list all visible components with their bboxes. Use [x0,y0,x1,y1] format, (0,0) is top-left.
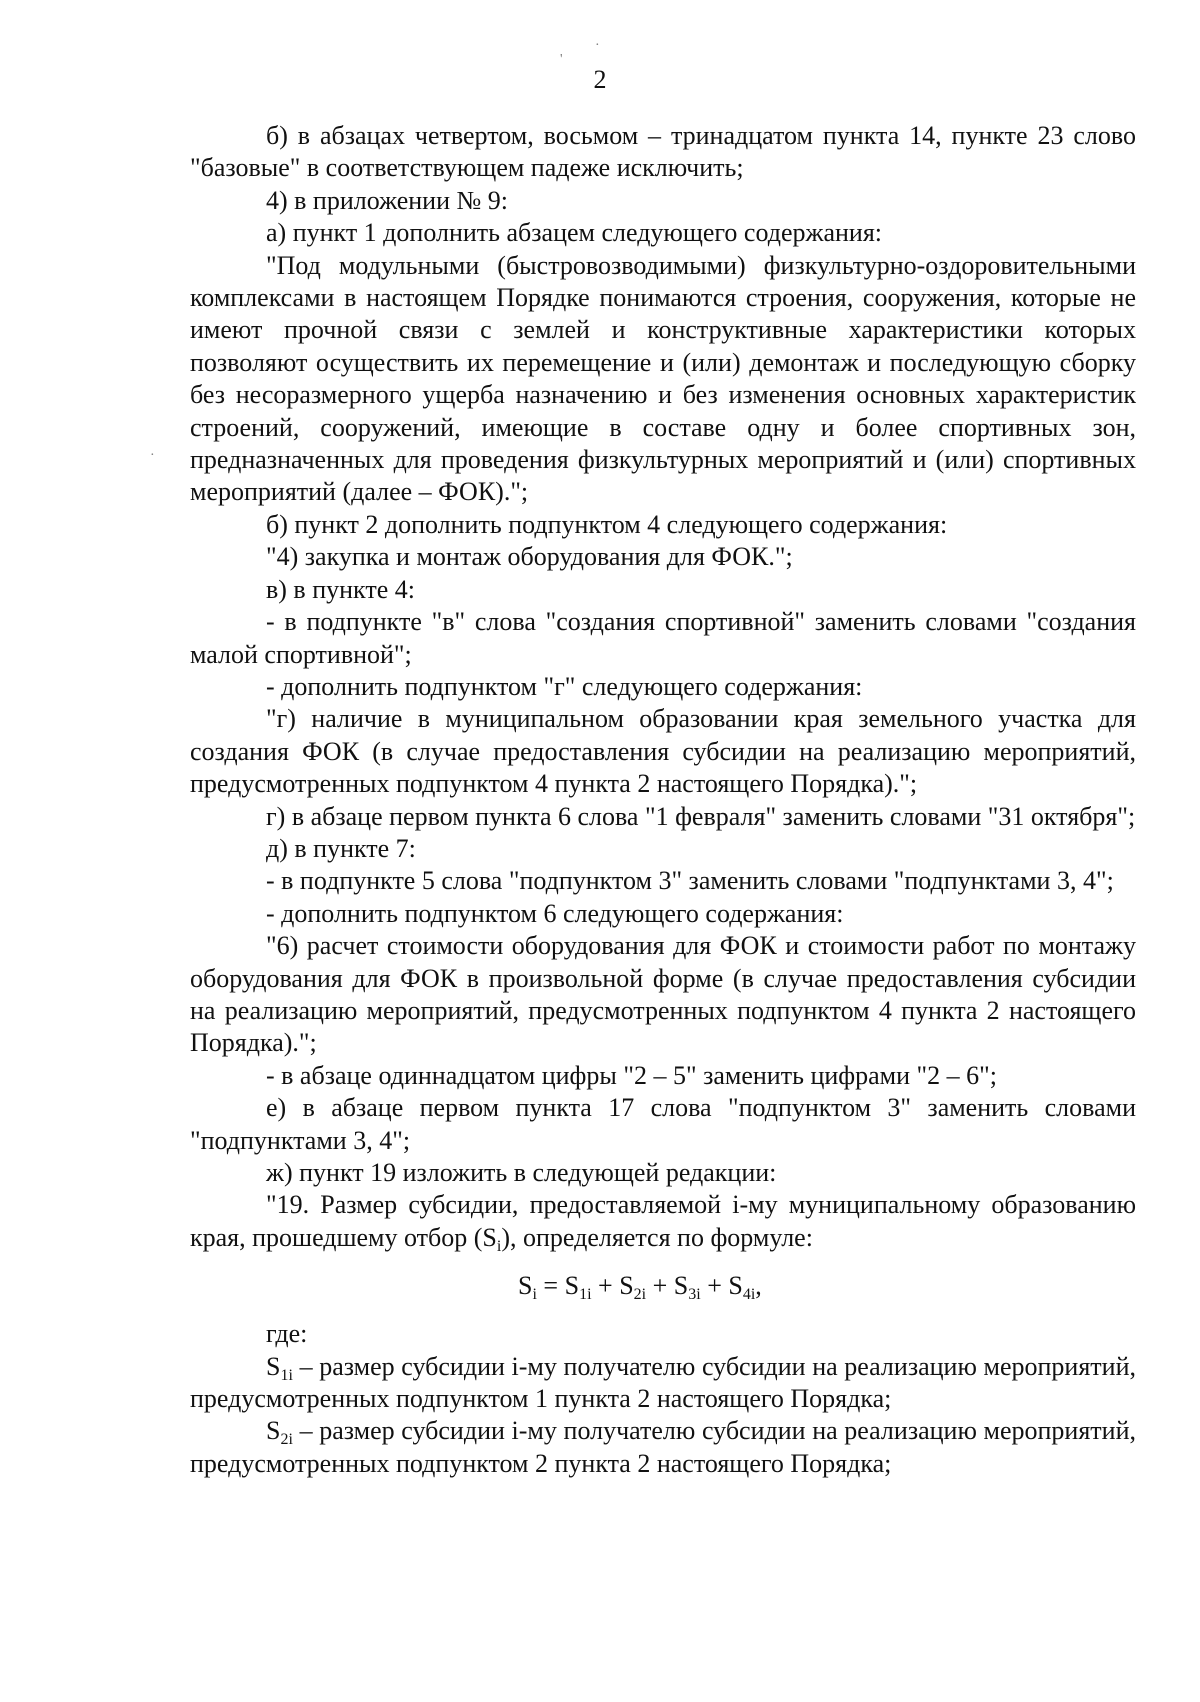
where-label: где: [266,1319,308,1349]
paragraph-19-text-end: ), определяется по формуле: [501,1222,813,1252]
scan-speck: · [150,448,155,463]
formula-operator: + [591,1271,620,1301]
scan-speck: · [595,38,600,53]
formula-operator: + [646,1271,674,1301]
paragraph: "6) расчет стоимости оборудования для ФОК и стоимости работ по монтажу оборудования для ФОК в произвольной форме (в случае предоставления субсидии на реализацию мероприятий, предусмотренных подпунктом 4 пункта 2 настоящего Порядка)."; [190,931,1136,1058]
paragraph: - в подпункте 5 слова "подпунктом 3" заменить словами "подпунктами 3, 4"; [266,866,1114,896]
paragraph: "4) закупка и монтаж оборудования для ФОК."; [266,542,793,572]
paragraph: а) пункт 1 дополнить абзацем следующего содержания: [266,218,883,248]
scan-speck: ' [560,52,563,67]
paragraph: д) в пункте 7: [266,833,416,863]
definition-text: – размер субсидии i-му получателю субсидии на реализацию мероприятий, предусмотренных подпунктом 2 пункта 2 настоящего Порядка; [190,1416,1136,1478]
paragraph: "г) наличие в муниципальном образовании края земельного участка для создания ФОК (в случае предоставления субсидии на реализацию мероприятий, предусмотренных подпунктом 4 пункта 2 настоящего Порядка)."; [190,704,1136,799]
page-number: 2 [593,65,607,94]
formula-term: $S_{1i}$ [564,1271,592,1304]
paragraph: "Под модульными (быстровозводимыми) физкультурно-оздоровительными комплексами в настоящем Порядке понимаются строения, сооружения, которые не имеют прочной связи с землей и конструктивные характеристики которых позволяют осуществить их перемещение и (или) демонтаж и последующую сборку без несоразмерного ущерба назначению и без изменения основных характеристик строений, сооружений, имеющие в составе одну и более спортивных зон, предназначенных для проведения физкультурных мероприятий и (или) спортивных мероприятий (далее – ФОК)."; [190,250,1136,507]
paragraph: б) пункт 2 дополнить подпунктом 4 следующего содержания: [266,509,948,539]
formula-term: $S_{2i}$ [619,1271,647,1304]
definition-s2i [190,1415,1136,1480]
definition-s1i [190,1351,1136,1416]
definition-symbol: $S_{2i}$ [266,1416,293,1449]
paragraph: - в подпункте "в" слова "создания спортивной" заменить словами "создания малой спортивной"; [190,607,1136,669]
formula-term: $S_{4i}$ [728,1271,756,1304]
definition-text: – размер субсидии i-му получателю субсидии на реализацию мероприятий, предусмотренных подпунктом 1 пункта 2 настоящего Порядка; [190,1351,1136,1414]
paragraph: - в абзаце одиннадцатом цифры "2 – 5" заменить цифрами "2 – 6"; [266,1060,997,1090]
formula-operator: + [700,1271,729,1301]
paragraph: - дополнить подпунктом "г" следующего содержания: [266,671,863,701]
formula-lhs: $S_i$ [518,1271,537,1304]
formula-operator: , [755,1271,762,1301]
paragraph: 4) в приложении № 9: [266,185,509,215]
paragraph: в) в пункте 4: [266,574,415,604]
paragraph-19-text: "19. Размер субсидии, предоставляемой i-му муниципальному образованию края, прошедшему отбор ( [190,1190,1136,1252]
paragraph: е) в абзаце первом пункта 17 слова "подпунктом 3" заменить словами "подпунктами 3, 4"; [190,1093,1136,1155]
paragraph: б) в абзацах четвертом, восьмом – тринадцатом пункта 14, пункте 23 слово "базовые" в соответствующем падеже исключить; [190,121,1136,183]
paragraph: ж) пункт 19 изложить в следующей редакции: [266,1158,777,1187]
paragraph: г) в абзаце первом пункта 6 слова "1 февраля" заменить словами "31 октября"; [266,801,1136,831]
subsidy-symbol: $S_i$ [482,1222,502,1255]
document-body [190,120,1136,1480]
definition-symbol: $S_{1i}$ [266,1351,293,1384]
paragraph-19 [190,1189,1136,1254]
paragraph: - дополнить подпунктом 6 следующего содержания: [266,898,844,928]
formula-equals: = [536,1271,565,1301]
subsidy-formula [190,1264,1136,1308]
formula-term: $S_{3i}$ [673,1271,701,1304]
